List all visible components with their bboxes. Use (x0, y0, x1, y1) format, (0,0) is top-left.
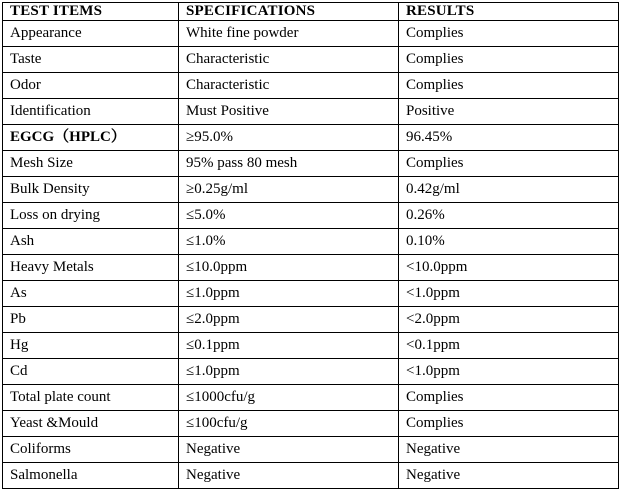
cell-specification: Characteristic (179, 72, 399, 98)
table-row (3, 332, 619, 358)
table-row (3, 150, 619, 176)
cell-result: 0.42g/ml (399, 176, 619, 202)
table-row (3, 228, 619, 254)
cell-test-item: EGCG（HPLC） (3, 124, 179, 150)
cell-result: <1.0ppm (399, 280, 619, 306)
cell-specification: ≤10.0ppm (179, 254, 399, 280)
cell-specification: ≤2.0ppm (179, 306, 399, 332)
cell-test-item: Mesh Size (3, 150, 179, 176)
table-body (3, 20, 619, 489)
table-row (3, 280, 619, 306)
cell-test-item: Cd (3, 358, 179, 384)
spec-table (2, 2, 619, 489)
cell-specification: 95% pass 80 mesh (179, 150, 399, 176)
table-row (3, 462, 619, 488)
cell-result: <1.0ppm (399, 358, 619, 384)
table-row (3, 176, 619, 202)
header-row (3, 3, 619, 21)
cell-specification: ≤1.0% (179, 228, 399, 254)
cell-result: Complies (399, 410, 619, 436)
cell-specification: ≥0.25g/ml (179, 176, 399, 202)
table-row (3, 20, 619, 46)
table-row (3, 358, 619, 384)
cell-test-item: Total plate count (3, 384, 179, 410)
cell-result: Complies (399, 150, 619, 176)
cell-result: Complies (399, 384, 619, 410)
cell-result: <2.0ppm (399, 306, 619, 332)
table-row (3, 202, 619, 228)
column-header-test-items: TEST ITEMS (3, 3, 179, 21)
cell-result: 96.45% (399, 124, 619, 150)
cell-test-item: As (3, 280, 179, 306)
cell-specification: ≤100cfu/g (179, 410, 399, 436)
table-row (3, 436, 619, 462)
cell-specification: White fine powder (179, 20, 399, 46)
cell-result: <0.1ppm (399, 332, 619, 358)
cell-result: 0.10% (399, 228, 619, 254)
cell-test-item: Coliforms (3, 436, 179, 462)
table-row (3, 72, 619, 98)
cell-result: Complies (399, 20, 619, 46)
cell-test-item: Bulk Density (3, 176, 179, 202)
table-row (3, 46, 619, 72)
cell-specification: ≤0.1ppm (179, 332, 399, 358)
cell-specification: ≤5.0% (179, 202, 399, 228)
column-header-specifications: SPECIFICATIONS (179, 3, 399, 21)
cell-specification: Negative (179, 462, 399, 488)
table-row (3, 124, 619, 150)
cell-result: 0.26% (399, 202, 619, 228)
cell-test-item: Salmonella (3, 462, 179, 488)
cell-specification: ≤1.0ppm (179, 358, 399, 384)
cell-test-item: Ash (3, 228, 179, 254)
table-row (3, 384, 619, 410)
cell-result: Complies (399, 46, 619, 72)
cell-test-item: Taste (3, 46, 179, 72)
cell-specification: Must Positive (179, 98, 399, 124)
cell-test-item: Identification (3, 98, 179, 124)
cell-result: Negative (399, 436, 619, 462)
cell-result: Negative (399, 462, 619, 488)
cell-test-item: Yeast &Mould (3, 410, 179, 436)
cell-test-item: Heavy Metals (3, 254, 179, 280)
cell-result: <10.0ppm (399, 254, 619, 280)
cell-test-item: Pb (3, 306, 179, 332)
cell-result: Complies (399, 72, 619, 98)
column-header-results: RESULTS (399, 3, 619, 21)
cell-test-item: Loss on drying (3, 202, 179, 228)
cell-specification: ≥95.0% (179, 124, 399, 150)
cell-specification: Negative (179, 436, 399, 462)
table-row (3, 306, 619, 332)
cell-result: Positive (399, 98, 619, 124)
table-row (3, 254, 619, 280)
cell-specification: ≤1.0ppm (179, 280, 399, 306)
table-row (3, 410, 619, 436)
cell-test-item: Hg (3, 332, 179, 358)
table-row (3, 98, 619, 124)
cell-specification: ≤1000cfu/g (179, 384, 399, 410)
cell-specification: Characteristic (179, 46, 399, 72)
cell-test-item: Appearance (3, 20, 179, 46)
cell-test-item: Odor (3, 72, 179, 98)
